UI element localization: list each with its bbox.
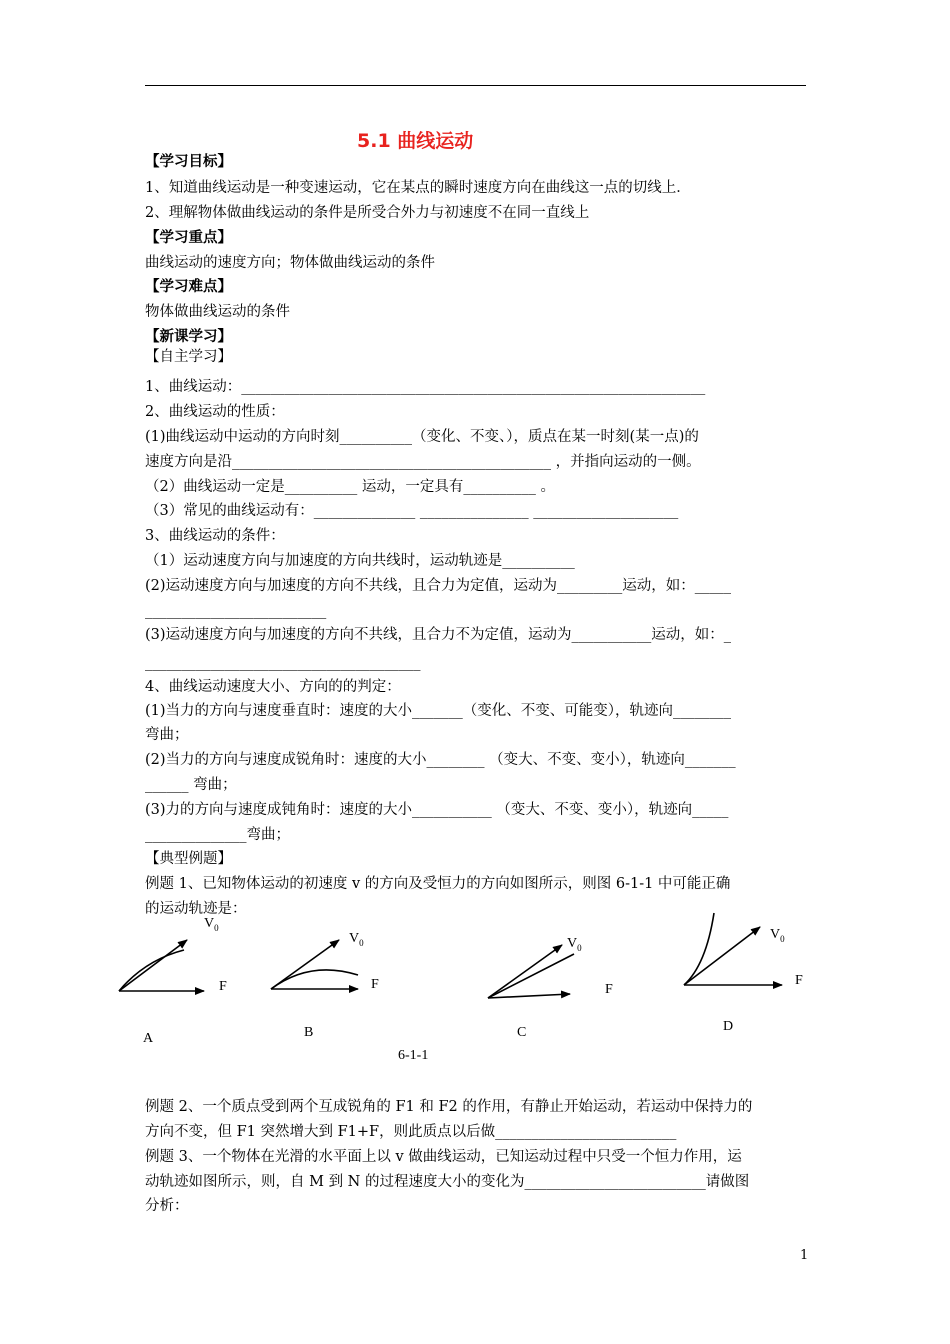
page-number: 1 <box>800 1248 809 1263</box>
q-property-2: （2）曲线运动一定是__________ 运动，一定具有__________ 。 <box>145 479 555 495</box>
goal-2: 2、理解物体做曲线运动的条件是所受合外力与初速度不在同一直线上 <box>145 205 590 221</box>
option-a-diagram <box>119 940 204 991</box>
f-label-a: F <box>219 979 227 994</box>
example-3-cont: 动轨迹如图所示，则，自 M 到 N 的过程速度大小的变化为_________________________请做图 <box>145 1174 750 1190</box>
f-label-c: F <box>605 982 613 997</box>
page-title: 5.1 曲线运动 <box>357 130 474 152</box>
example-2: 例题 2、一个质点受到两个互成锐角的 F1 和 F2 的作用，有静止开始运动，若运动中保持力的 <box>145 1099 753 1115</box>
difficulty-text: 物体做曲线运动的条件 <box>145 304 290 320</box>
heading-goals: 【学习目标】 <box>145 153 232 170</box>
v0-label-c: $V_0$ <box>567 936 582 953</box>
q-judgement-3: (3)力的方向与速度成钝角时：速度的大小___________ （变大、不变、变小），轨迹向_____ <box>145 802 729 818</box>
q-condition-2: (2)运动速度方向与加速度的方向不共线，且合力为定值，运动为_________运动，如：_____ <box>145 578 732 594</box>
figure-caption: 6-1-1 <box>398 1048 429 1063</box>
example-3: 例题 3、一个物体在光滑的水平面上以 v 做曲线运动，已知运动过程中只受一个恒力作用，运 <box>145 1149 742 1165</box>
option-c-diagram <box>488 945 574 998</box>
option-b-diagram <box>271 940 358 989</box>
q-judgement-3-cont: ______________弯曲； <box>145 827 290 843</box>
heading-new-lesson: 【新课学习】 <box>145 328 232 345</box>
heading-examples: 【典型例题】 <box>145 851 232 867</box>
q-property-3: （3）常见的曲线运动有：______________ _______________ ____________________ <box>145 503 679 519</box>
q-properties: 2、曲线运动的性质： <box>145 404 285 420</box>
heading-self-study: 【自主学习】 <box>145 349 232 365</box>
q-judgement-1-cont: 弯曲； <box>145 727 189 743</box>
v0-label-b: $V_0$ <box>349 931 364 948</box>
q-curve-motion: 1、曲线运动：________________________________________________________________ <box>145 379 706 395</box>
v0-label-a: $V_0$ <box>204 916 219 933</box>
q-condition-1: （1）运动速度方向与加速度的方向共线时，运动轨迹是__________ <box>145 553 575 569</box>
option-a-label: A <box>143 1031 154 1046</box>
q-judgement: 4、曲线运动速度大小、方向的的判定： <box>145 679 401 695</box>
example-2-cont: 方向不变，但 F1 突然增大到 F1+F，则此质点以后做_________________________ <box>145 1124 677 1140</box>
q-conditions: 3、曲线运动的条件： <box>145 528 285 544</box>
heading-focus: 【学习重点】 <box>145 229 232 246</box>
focus-text: 曲线运动的速度方向；物体做曲线运动的条件 <box>145 255 435 271</box>
f-label-b: F <box>371 977 379 992</box>
option-b-label: B <box>304 1025 314 1040</box>
goal-1: 1、知道曲线运动是一种变速运动，它在某点的瞬时速度方向在曲线这一点的切线上． <box>145 180 691 196</box>
example-3-end: 分析： <box>145 1198 189 1214</box>
q-property-1: (1)曲线运动中运动的方向时刻__________（变化、不变、），质点在某一时刻(某一点)的 <box>145 429 699 445</box>
q-condition-3-cont: ______________________________________ <box>145 655 421 671</box>
v0-label-d: $V_0$ <box>770 927 785 944</box>
example-1: 例题 1、已知物体运动的初速度 v 的方向及受恒力的方向如图所示，则图 6-1-1 中可能正确 <box>145 876 731 892</box>
q-judgement-2: (2)当力的方向与速度成锐角时：速度的大小________ （变大、不变、变小），轨迹向_______ <box>145 752 736 768</box>
option-d-diagram <box>684 913 782 985</box>
q-judgement-1: (1)当力的方向与速度垂直时：速度的大小_______（变化、不变、可能变），轨迹向________ <box>145 703 732 719</box>
heading-difficulty: 【学习难点】 <box>145 278 232 295</box>
q-property-1-cont: 速度方向是沿____________________________________________ ，并指向运动的一侧。 <box>145 454 701 470</box>
f-label-d: F <box>795 973 803 988</box>
example-1-cont: 的运动轨迹是： <box>145 901 247 917</box>
q-condition-2-cont: _________________________ <box>145 603 327 619</box>
q-judgement-2-cont: ______ 弯曲； <box>145 777 237 793</box>
header-rule <box>145 85 806 86</box>
option-d-label: D <box>723 1019 734 1034</box>
option-c-label: C <box>517 1025 527 1040</box>
q-condition-3: (3)运动速度方向与加速度的方向不共线，且合力不为定值，运动为___________运动，如：_ <box>145 627 732 643</box>
